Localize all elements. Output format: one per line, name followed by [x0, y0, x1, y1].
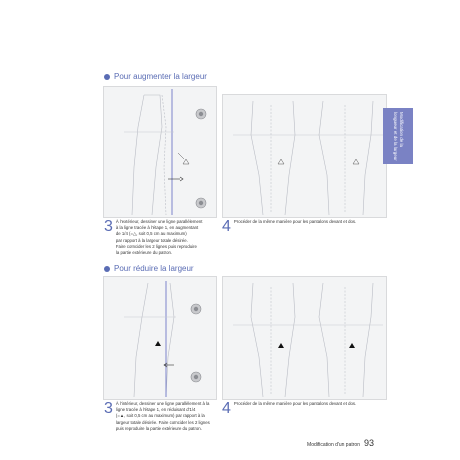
section-title: Pour augmenter la largeur — [114, 72, 207, 81]
page-number: 93 — [363, 438, 374, 448]
step-number: 3 — [104, 400, 113, 417]
section-heading-narrow — [104, 264, 194, 273]
step-text: À l'extérieur, dessiner une ligne parallèlement à la ligne tracée à l'étape 1, en augmentant de 1/4 (=△, soit 0,5 cm au maximum) par rapport à la largeur totale désirée. Faire coïncider les 2 lignes puis reproduire la partie extérieure du patron. — [115, 219, 203, 256]
section-heading-widen — [104, 72, 207, 81]
step-widen-3 — [104, 219, 220, 256]
step-narrow-4 — [222, 401, 385, 417]
step-number: 3 — [104, 218, 113, 235]
step-text: Procéder de la même manière pour les pantalons devant et dos. — [233, 401, 357, 406]
step-text: À l'intérieur, dessiner une ligne parallèlement à la ligne tracée à l'étape 1, en réduisant d'1/4 (=▲, soit 0,5 cm au maximum) par rapport à la largeur totale désirée. Faire coïncider les 2 lignes puis reproduire la partie extérieure du patron. — [115, 401, 210, 431]
step-text: Procéder de la même manière pour les pantalons devant et dos. — [233, 219, 357, 224]
bullet-icon — [104, 74, 110, 80]
chapter-side-tab — [383, 108, 413, 164]
photo-narrow-step3 — [103, 276, 217, 400]
step-number: 4 — [222, 400, 231, 417]
pattern-illustration — [223, 95, 386, 217]
pattern-illustration — [104, 87, 216, 217]
pattern-illustration — [223, 277, 386, 399]
step-narrow-3 — [104, 401, 220, 432]
section-title: Pour réduire la largeur — [114, 264, 194, 273]
page-footer — [307, 438, 374, 448]
photo-narrow-step4 — [222, 276, 387, 400]
side-tab-label: Modification de la longueur et de la largeur — [393, 111, 404, 161]
photo-widen-step4 — [222, 94, 387, 218]
step-widen-4 — [222, 219, 385, 235]
step-number: 4 — [222, 218, 231, 235]
footer-title: Modification d'un patron — [307, 442, 360, 448]
photo-widen-step3 — [103, 86, 217, 218]
pattern-illustration — [104, 277, 216, 399]
bullet-icon — [104, 266, 110, 272]
